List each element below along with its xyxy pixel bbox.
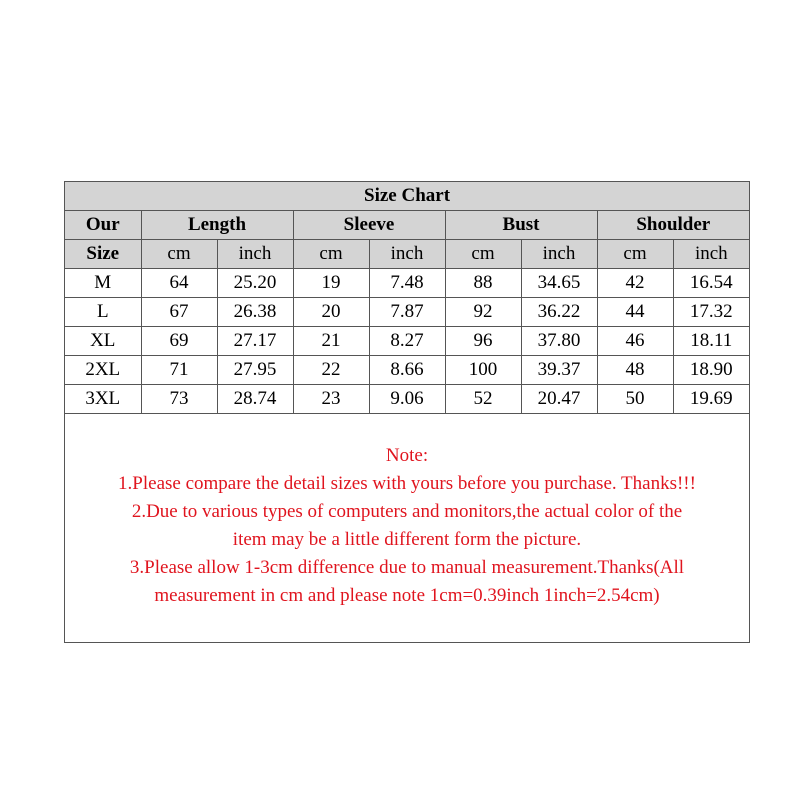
table-cell: 73 xyxy=(141,385,217,414)
table-cell: 19.69 xyxy=(673,385,749,414)
size-label-cell: M xyxy=(65,269,141,298)
table-cell: 69 xyxy=(141,327,217,356)
table-cell: 71 xyxy=(141,356,217,385)
table-cell: 48 xyxy=(597,356,673,385)
table-cell: 27.95 xyxy=(217,356,293,385)
table-cell: 64 xyxy=(141,269,217,298)
size-label-cell: XL xyxy=(65,327,141,356)
unit-inch-header: inch xyxy=(521,240,597,269)
shoulder-header: Shoulder xyxy=(597,211,749,240)
note-line: measurement in cm and please note 1cm=0.39inch 1inch=2.54cm) xyxy=(154,585,660,606)
notes-section xyxy=(65,414,749,610)
table-cell: 46 xyxy=(597,327,673,356)
table-cell: 67 xyxy=(141,298,217,327)
table-row xyxy=(65,356,749,385)
title-row xyxy=(65,182,749,211)
table-cell: 23 xyxy=(293,385,369,414)
table-title: Size Chart xyxy=(65,182,749,211)
table-cell: 21 xyxy=(293,327,369,356)
table-cell: 19 xyxy=(293,269,369,298)
table-cell: 50 xyxy=(597,385,673,414)
size-label-cell: 2XL xyxy=(65,356,141,385)
length-header: Length xyxy=(141,211,293,240)
table-cell: 39.37 xyxy=(521,356,597,385)
table-cell: 8.66 xyxy=(369,356,445,385)
table-cell: 44 xyxy=(597,298,673,327)
our-size-header: Our xyxy=(65,211,141,240)
table-cell: 26.38 xyxy=(217,298,293,327)
table-cell: 28.74 xyxy=(217,385,293,414)
unit-header-row xyxy=(65,240,749,269)
note-line: 1.Please compare the detail sizes with yours before you purchase. Thanks!!! xyxy=(118,473,696,494)
unit-cm-header: cm xyxy=(597,240,673,269)
table-cell: 22 xyxy=(293,356,369,385)
table-cell: 20.47 xyxy=(521,385,597,414)
table-cell: 16.54 xyxy=(673,269,749,298)
table-cell: 18.11 xyxy=(673,327,749,356)
notes-heading: Note: xyxy=(385,445,429,466)
table-cell: 42 xyxy=(597,269,673,298)
sleeve-header: Sleeve xyxy=(293,211,445,240)
table-cell: 88 xyxy=(445,269,521,298)
table-cell: 20 xyxy=(293,298,369,327)
unit-inch-header: inch xyxy=(673,240,749,269)
bust-header: Bust xyxy=(445,211,597,240)
table-row xyxy=(65,385,749,414)
table-cell: 17.32 xyxy=(673,298,749,327)
table-cell: 18.90 xyxy=(673,356,749,385)
unit-cm-header: cm xyxy=(445,240,521,269)
table-row xyxy=(65,298,749,327)
note-line: 2.Due to various types of computers and monitors,the actual color of the xyxy=(131,501,683,522)
table-cell: 7.87 xyxy=(369,298,445,327)
table-cell: 37.80 xyxy=(521,327,597,356)
size-chart-table xyxy=(65,182,749,414)
unit-cm-header: cm xyxy=(141,240,217,269)
table-row xyxy=(65,269,749,298)
table-cell: 7.48 xyxy=(369,269,445,298)
size-label-cell: L xyxy=(65,298,141,327)
table-cell: 25.20 xyxy=(217,269,293,298)
size-chart-card xyxy=(64,181,750,643)
table-cell: 8.27 xyxy=(369,327,445,356)
size-header: Size xyxy=(65,240,141,269)
unit-cm-header: cm xyxy=(293,240,369,269)
table-cell: 52 xyxy=(445,385,521,414)
table-cell: 100 xyxy=(445,356,521,385)
note-line: item may be a little different form the picture. xyxy=(232,529,582,550)
group-header-row xyxy=(65,211,749,240)
note-line: 3.Please allow 1-3cm difference due to manual measurement.Thanks(All xyxy=(129,557,685,578)
unit-inch-header: inch xyxy=(369,240,445,269)
table-row xyxy=(65,327,749,356)
table-cell: 96 xyxy=(445,327,521,356)
size-label-cell: 3XL xyxy=(65,385,141,414)
table-cell: 27.17 xyxy=(217,327,293,356)
table-cell: 36.22 xyxy=(521,298,597,327)
table-cell: 9.06 xyxy=(369,385,445,414)
table-cell: 92 xyxy=(445,298,521,327)
unit-inch-header: inch xyxy=(217,240,293,269)
table-cell: 34.65 xyxy=(521,269,597,298)
